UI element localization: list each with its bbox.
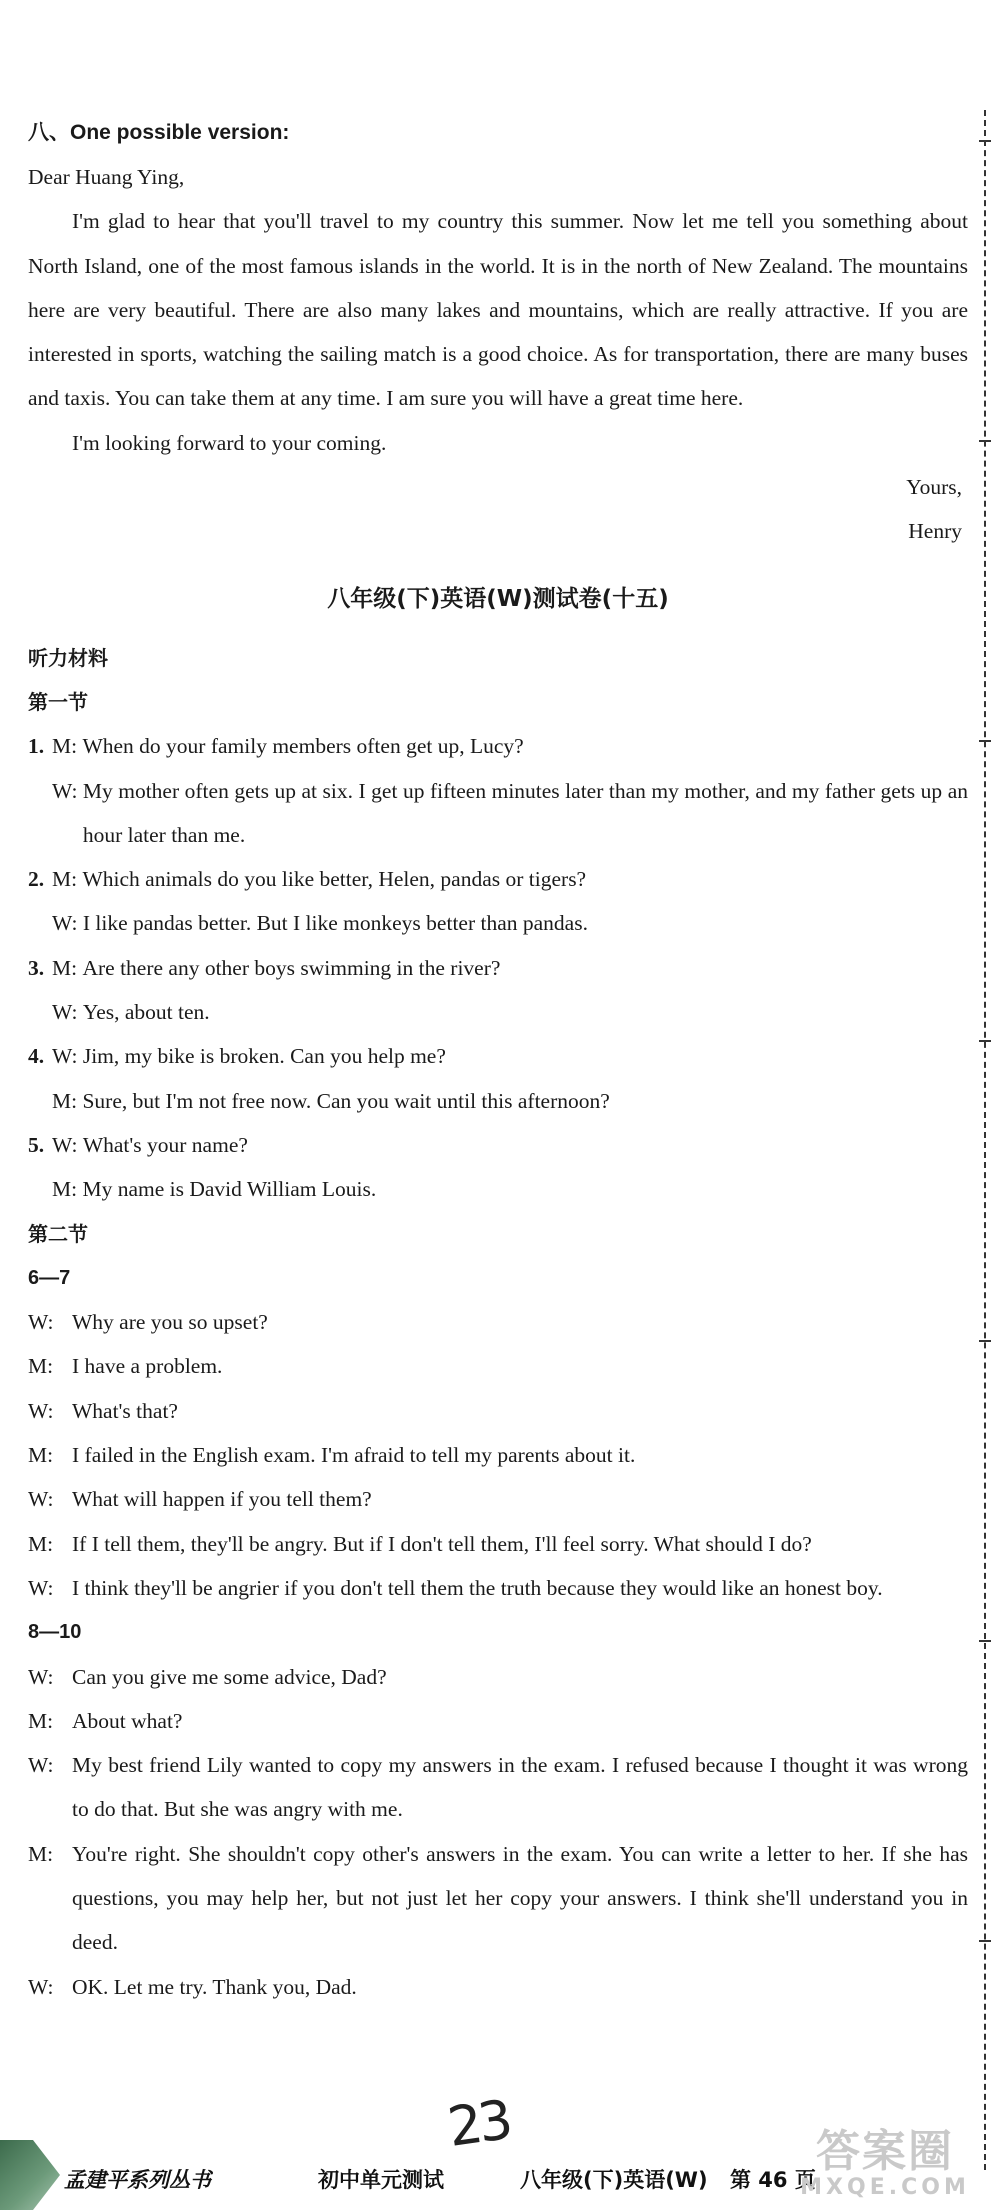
dialogue-line — [28, 1034, 968, 1078]
dialogue-line — [28, 769, 968, 858]
speaker: M: — [28, 1708, 54, 1733]
dialogue-line — [28, 1699, 968, 1743]
dialogue-text: Sure, but I'm not free now. Can you wait until this afternoon? — [82, 1088, 610, 1113]
dialogue-text: I think they'll be angrier if you don't tell them the truth because they would like an honest boy. — [72, 1575, 883, 1600]
dialogue-text: What's that? — [72, 1398, 178, 1423]
dialogue-text: Jim, my bike is broken. Can you help me? — [82, 1044, 446, 1069]
speaker: M: — [52, 955, 78, 980]
dialogue-line — [28, 1433, 968, 1477]
dialogue-line — [28, 1389, 968, 1433]
dialogue-text: Can you give me some advice, Dad? — [72, 1664, 387, 1689]
essay-signoff: Yours, — [906, 475, 962, 500]
listening-heading: 听力材料 — [28, 645, 108, 670]
dialogue-text: Why are you so upset? — [72, 1310, 268, 1335]
item-number: 2. — [28, 867, 45, 892]
speaker: M: — [28, 1841, 54, 1866]
speaker: W: — [52, 1132, 78, 1157]
test-title: 八年级(下)英语(W)测试卷(十五) — [327, 585, 669, 612]
group-label: 8—10 — [28, 1621, 82, 1644]
dialogue-text: When do your family members often get up, Lucy? — [82, 734, 524, 759]
dialogue-text: My name is David William Louis. — [82, 1177, 377, 1202]
item-number: 1. — [28, 734, 45, 759]
dialogue-line — [28, 946, 968, 990]
dialogue-text: I have a problem. — [72, 1354, 223, 1379]
essay-closing-line: I'm looking forward to your coming. — [72, 430, 387, 455]
dialogue-text: Yes, about ten. — [82, 1000, 210, 1025]
dialogue-text: OK. Let me try. Thank you, Dad. — [72, 1974, 357, 1999]
dialogue-text: What's your name? — [82, 1132, 248, 1157]
dialogue-text: You're right. She shouldn't copy other's answers in the exam. You can write a letter to her. If she has questions, you may help her, but not just let her copy your answers. I think she'll understand you in deed. — [72, 1841, 968, 1955]
cut-line-tick — [979, 1340, 991, 1342]
speaker: M: — [28, 1531, 54, 1556]
item-number-spacer — [28, 769, 52, 858]
dialogue-line — [28, 901, 968, 945]
essay-heading — [28, 110, 968, 155]
dialogue-line — [28, 1655, 968, 1699]
speaker: W: — [28, 1310, 54, 1335]
dialogue-line — [28, 1300, 968, 1344]
item-number-spacer — [28, 1079, 52, 1123]
section1-dialogues — [28, 724, 968, 1211]
speaker: W: — [52, 1000, 78, 1025]
section2-group1-dialogues — [28, 1300, 968, 1610]
speaker: M: — [52, 1088, 78, 1113]
watermark-line1: 答案圈 — [816, 2126, 954, 2177]
speaker: M: — [52, 734, 78, 759]
handwritten-page-mark: 23 — [443, 2088, 513, 2159]
item-number-spacer — [28, 990, 52, 1034]
dialogue-text: What will happen if you tell them? — [72, 1487, 372, 1512]
speaker: W: — [52, 1044, 78, 1069]
dialogue-text: I failed in the English exam. I'm afraid to tell my parents about it. — [72, 1443, 636, 1468]
essay-salutation: Dear Huang Ying, — [28, 165, 185, 189]
site-watermark — [790, 2128, 980, 2208]
dialogue-line — [28, 1743, 968, 1832]
dialogue-text: Which animals do you like better, Helen, pandas or tigers? — [82, 867, 587, 892]
cut-line-tick — [979, 1940, 991, 1942]
dialogue-text: My best friend Lily wanted to copy my answers in the exam. I refused because I thought it was wrong to do that. But she was angry with me. — [72, 1753, 968, 1822]
footer-series: 孟建平系列丛书 — [64, 2167, 211, 2192]
dialogue-line — [28, 1522, 968, 1566]
dialogue-line — [28, 1477, 968, 1521]
item-number: 3. — [28, 955, 45, 980]
speaker: M: — [52, 1177, 78, 1202]
speaker: W: — [52, 911, 78, 936]
section2-heading: 第二节 — [28, 1221, 88, 1246]
item-number-spacer — [28, 901, 52, 945]
item-number: 4. — [28, 1044, 45, 1069]
speaker: W: — [28, 1753, 54, 1778]
cut-line-tick — [979, 1640, 991, 1642]
dialogue-line — [28, 1566, 968, 1610]
speaker: M: — [52, 867, 78, 892]
cut-line-tick — [979, 740, 991, 742]
section1-heading: 第一节 — [28, 689, 88, 714]
speaker: W: — [28, 1398, 54, 1423]
dialogue-line — [28, 724, 968, 768]
dialogue-text: My mother often gets up at six. I get up fifteen minutes later than my mother, and my father gets up an hour later than me. — [82, 778, 968, 847]
dialogue-line — [28, 1123, 968, 1167]
dialogue-line — [28, 1965, 968, 2009]
dialogue-line — [28, 1079, 968, 1123]
cut-line-tick — [979, 140, 991, 142]
cut-line-tick — [979, 440, 991, 442]
dialogue-line — [28, 1344, 968, 1388]
footer-book: 初中单元测试 — [318, 2168, 444, 2192]
dialogue-text: About what? — [72, 1708, 183, 1733]
dialogue-line — [28, 990, 968, 1034]
footer-subject: 八年级(下)英语(W) — [520, 2168, 708, 2192]
item-number: 5. — [28, 1132, 45, 1157]
essay-body: I'm glad to hear that you'll travel to my country this summer. Now let me tell you something about North Island, one of the most famous islands in the world. It is in the north of New Zealand. The mountains here are very beautiful. There are also many lakes and mountains, which are really attractive. If you are interested in sports, watching the sailing match is a good choice. As for transportation, there are many buses and taxis. You can take them at any time. I am sure you will have a great time here. — [28, 209, 968, 411]
speaker: W: — [28, 1575, 54, 1600]
dialogue-line — [28, 1167, 968, 1211]
speaker: W: — [28, 1487, 54, 1512]
essay-heading-text: One possible version: — [70, 121, 290, 144]
speaker: W: — [52, 778, 78, 803]
section2-group2-dialogues — [28, 1655, 968, 2009]
binding-cut-line — [984, 110, 986, 2170]
content-area — [28, 110, 968, 2009]
speaker: W: — [28, 1974, 54, 1999]
speaker: W: — [28, 1664, 54, 1689]
watermark-line2: MXQE.COM — [800, 2175, 970, 2200]
group-label: 6—7 — [28, 1266, 71, 1289]
essay-signature: Henry — [908, 519, 962, 544]
essay-heading-prefix: 八、 — [28, 120, 70, 144]
cut-line-tick — [979, 1040, 991, 1042]
dialogue-text: Are there any other boys swimming in the river? — [82, 955, 501, 980]
footer-page-number: 第 46 页 — [730, 2168, 816, 2192]
dialogue-line — [28, 1832, 968, 1965]
speaker: M: — [28, 1443, 54, 1468]
dialogue-line — [28, 857, 968, 901]
speaker: M: — [28, 1354, 54, 1379]
dialogue-text: I like pandas better. But I like monkeys better than pandas. — [82, 911, 588, 936]
item-number-spacer — [28, 1167, 52, 1211]
dialogue-text: If I tell them, they'll be angry. But if I don't tell them, I'll feel sorry. What should I do? — [72, 1531, 812, 1556]
